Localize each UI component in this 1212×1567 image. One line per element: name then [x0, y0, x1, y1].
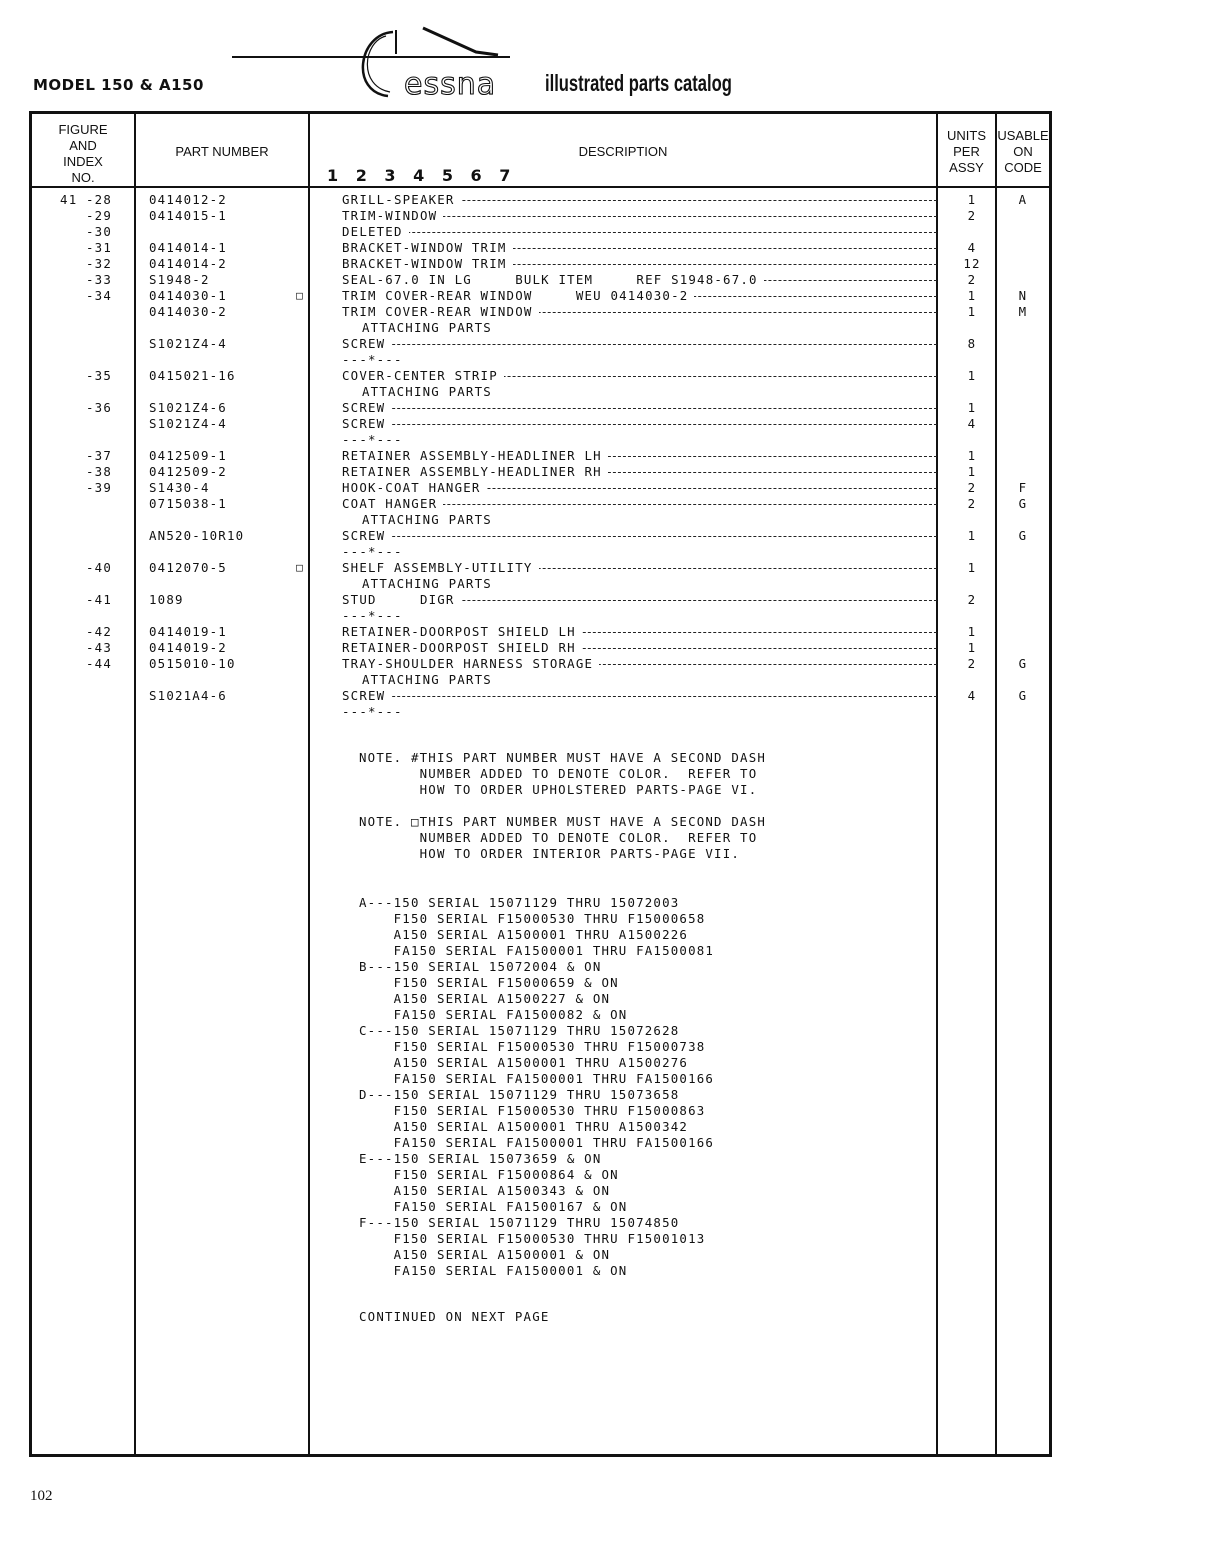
- part-number: 0412070-5: [149, 560, 227, 575]
- description-line: [342, 544, 938, 560]
- description-line: [342, 368, 938, 384]
- description: [342, 496, 938, 512]
- units-per-assy: 1: [967, 560, 977, 575]
- units-per-assy: 1: [967, 288, 977, 303]
- description-line: [342, 448, 938, 464]
- figure-index: -29: [86, 208, 112, 223]
- description-text: ---*---: [342, 608, 409, 623]
- description-text: SCREW: [342, 336, 391, 351]
- catalog-title: illustrated parts catalog: [545, 70, 732, 96]
- units-per-assy: [942, 320, 1002, 336]
- units-per-assy: 2: [967, 496, 977, 511]
- description: [342, 592, 938, 608]
- usable-column-header: USABLE ON CODE: [997, 128, 1049, 175]
- description: [342, 256, 938, 272]
- units-per-assy: [942, 608, 1002, 624]
- leader-dashes: [342, 696, 938, 697]
- part-number: 0414012-2: [149, 192, 227, 207]
- color-mark: [294, 272, 306, 288]
- part-number: 0412509-2: [149, 464, 227, 479]
- usable-on-code: G: [1018, 656, 1028, 671]
- description-line: [342, 576, 938, 592]
- description: [342, 192, 938, 208]
- figure-index: [50, 336, 112, 352]
- color-mark: [294, 464, 306, 480]
- units-per-assy: 4: [967, 688, 977, 703]
- description-text: HOOK-COAT HANGER: [342, 480, 487, 495]
- part-number: S1948-2: [149, 272, 210, 287]
- color-mark: [294, 672, 306, 688]
- figure-index: -32: [86, 256, 112, 271]
- part-number: S1430-4: [149, 480, 210, 495]
- description-text: ATTACHING PARTS: [362, 320, 498, 335]
- note-upholstered: NOTE. #THIS PART NUMBER MUST HAVE A SECOND DASH NUMBER ADDED TO DENOTE COLOR. REFER TO HOW TO ORDER UPHOLSTERED PARTS-PAGE VI.: [359, 750, 767, 797]
- indent-digits: 1 2 3 4 5 6 7: [327, 166, 517, 185]
- color-mark: [294, 496, 306, 512]
- units-per-assy: 2: [967, 480, 977, 495]
- description-line: [342, 400, 938, 416]
- figure-index: -30: [86, 224, 112, 239]
- color-mark: [294, 592, 306, 608]
- figure-index: -41: [86, 592, 112, 607]
- description-text: TRIM COVER-REAR WINDOW: [342, 304, 539, 319]
- usable-on-code: G: [1018, 528, 1028, 543]
- description-line: [342, 416, 938, 432]
- figure-index: -43: [86, 640, 112, 655]
- color-mark: [294, 656, 306, 672]
- figure-index: [50, 352, 112, 368]
- description: [342, 688, 938, 704]
- usable-on-code: [997, 672, 1049, 688]
- part-number: S1021Z4-4: [149, 416, 227, 431]
- part-number: [149, 224, 299, 240]
- color-mark: [294, 688, 306, 704]
- description-line: [342, 640, 938, 656]
- usable-on-code: [997, 704, 1049, 720]
- description: [342, 608, 938, 624]
- color-mark: [294, 400, 306, 416]
- units-column-header: UNITS PER ASSY: [947, 128, 986, 175]
- description: [342, 448, 938, 464]
- description-text: SCREW: [342, 528, 391, 543]
- description-text: SCREW: [342, 416, 391, 431]
- color-mark: [294, 320, 306, 336]
- part-number: 1089: [149, 592, 184, 607]
- units-per-assy: 4: [967, 416, 977, 431]
- description-line: [342, 288, 938, 304]
- color-mark: [294, 368, 306, 384]
- description: [342, 432, 938, 448]
- description-line: [342, 704, 938, 720]
- description-text: ATTACHING PARTS: [362, 576, 498, 591]
- serial-code-list: A---150 SERIAL 15071129 THRU 15072003 F150 SERIAL F15000530 THRU F15000658 A150 SERIAL A1500001 THRU A1500226 FA150 SERIAL FA1500001 THRU FA1500081 B---150 SERIAL 15072004 & ON F150 SERIAL F15000659 & ON A150 SERIAL A1500227 & ON FA150 SERIAL FA1500082 & ON C---150 SERIAL 15071129 THRU 15072628 F150 SERIAL F15000530 THRU F15000738 A150 SERIAL A1500001 THRU A1500276 FA150 SERIAL FA1500001 THRU FA1500166 D---150 SERIAL 15071129 THRU 15073658 F150 SERIAL F15000530 THRU F15000863 A150 SERIAL A1500001 THRU A1500342 FA150 SERIAL FA1500001 THRU FA1500166 E---150 SERIAL 15073659 & ON F150 SERIAL F15000864 & ON A150 SERIAL A1500343 & ON FA150 SERIAL FA1500167 & ON F---150 SERIAL 15071129 THRU 15074850 F150 SERIAL F15000530 THRU F15001013 A150 SERIAL A1500001 & ON FA150 SERIAL FA1500001 & ON: [359, 895, 715, 1278]
- description-line: [342, 656, 938, 672]
- description-line: [342, 432, 938, 448]
- description-text: SEAL-67.0 IN LG BULK ITEM REF S1948-67.0: [342, 272, 764, 287]
- color-mark: [294, 416, 306, 432]
- color-mark: [294, 704, 306, 720]
- part-number: 0414030-1: [149, 288, 227, 303]
- part-number: S1021Z4-6: [149, 400, 227, 415]
- description-line: [342, 608, 938, 624]
- description-line: [342, 672, 938, 688]
- description: [342, 208, 938, 224]
- part-number: [149, 352, 299, 368]
- units-per-assy: [942, 352, 1002, 368]
- description-line: [342, 256, 938, 272]
- brand-text: essna: [404, 67, 497, 102]
- color-mark: [294, 352, 306, 368]
- usable-on-code: [997, 432, 1049, 448]
- color-mark: [294, 480, 306, 496]
- leader-dashes: [342, 344, 938, 345]
- usable-on-code: [997, 448, 1049, 464]
- units-per-assy: 1: [967, 624, 977, 639]
- description: [342, 416, 938, 432]
- units-per-assy: [942, 384, 1002, 400]
- description: [342, 400, 938, 416]
- usable-on-code: [997, 464, 1049, 480]
- description-text: COAT HANGER: [342, 496, 443, 511]
- description-text: BRACKET-WINDOW TRIM: [342, 256, 513, 271]
- figure-index: -40: [86, 560, 112, 575]
- figure-index: -33: [86, 272, 112, 287]
- description: [342, 704, 938, 720]
- description-text: ---*---: [342, 352, 409, 367]
- parts-table: [29, 111, 1052, 1457]
- description-text: TRIM-WINDOW: [342, 208, 443, 223]
- description-text: ATTACHING PARTS: [362, 512, 498, 527]
- description: [342, 480, 938, 496]
- part-number: 0414014-2: [149, 256, 227, 271]
- figure-index: [50, 496, 112, 512]
- usable-on-code: [997, 208, 1049, 224]
- figure-index: -35: [86, 368, 112, 383]
- usable-on-code: [997, 256, 1049, 272]
- usable-on-code: [997, 400, 1049, 416]
- units-per-assy: [942, 512, 1002, 528]
- description-line: [342, 384, 938, 400]
- description: [342, 512, 938, 528]
- figure-index: [50, 304, 112, 320]
- description-line: [342, 304, 938, 320]
- description: [342, 240, 938, 256]
- description-line: [342, 192, 938, 208]
- figure-index: [50, 528, 112, 544]
- description: [342, 464, 938, 480]
- figure-index: -34: [86, 288, 112, 303]
- units-per-assy: [942, 544, 1002, 560]
- usable-on-code: [997, 272, 1049, 288]
- description-line: [342, 208, 938, 224]
- figure-index: [50, 320, 112, 336]
- units-per-assy: [942, 576, 1002, 592]
- color-mark: □: [296, 561, 304, 574]
- description: [342, 528, 938, 544]
- description-text: SCREW: [342, 400, 391, 415]
- color-mark: [294, 576, 306, 592]
- usable-on-code: [997, 368, 1049, 384]
- figure-index: -44: [86, 656, 112, 671]
- figure-index: 41 -28: [60, 192, 112, 207]
- description: [342, 384, 938, 400]
- usable-on-code: M: [1018, 304, 1028, 319]
- usable-on-code: [997, 592, 1049, 608]
- part-number: 0415021-16: [149, 368, 236, 383]
- part-number-column-header: PART NUMBER: [175, 144, 269, 159]
- description-text: ---*---: [342, 704, 409, 719]
- figure-index: [50, 432, 112, 448]
- color-mark: [294, 448, 306, 464]
- units-per-assy: 1: [967, 464, 977, 479]
- description-text: RETAINER-DOORPOST SHIELD RH: [342, 640, 582, 655]
- usable-on-code: [997, 624, 1049, 640]
- description: [342, 224, 938, 240]
- description: [342, 272, 938, 288]
- part-number: S1021Z4-4: [149, 336, 227, 351]
- description: [342, 304, 938, 320]
- description: [342, 640, 938, 656]
- figure-index: -42: [86, 624, 112, 639]
- leader-dashes: [342, 424, 938, 425]
- units-per-assy: 2: [967, 592, 977, 607]
- part-number: 0715038-1: [149, 496, 227, 511]
- column-divider: [134, 114, 136, 1454]
- description-text: STUD DIGR: [342, 592, 461, 607]
- part-number: [149, 384, 299, 400]
- units-per-assy: 1: [967, 400, 977, 415]
- usable-on-code: [997, 320, 1049, 336]
- description-line: [342, 352, 938, 368]
- usable-on-code: [997, 576, 1049, 592]
- part-number: [149, 432, 299, 448]
- units-per-assy: 1: [967, 304, 977, 319]
- part-number: [149, 672, 299, 688]
- description-text: RETAINER ASSEMBLY-HEADLINER RH: [342, 464, 608, 479]
- leader-dashes: [342, 408, 938, 409]
- description: [342, 560, 938, 576]
- usable-on-code: G: [1018, 496, 1028, 511]
- usable-on-code: G: [1018, 688, 1028, 703]
- color-mark: [294, 384, 306, 400]
- units-per-assy: 4: [967, 240, 977, 255]
- color-mark: [294, 432, 306, 448]
- usable-on-code: [997, 560, 1049, 576]
- usable-on-code: [997, 240, 1049, 256]
- description: [342, 576, 938, 592]
- figure-index: [50, 384, 112, 400]
- units-per-assy: 1: [967, 192, 977, 207]
- note-interior: NOTE. □THIS PART NUMBER MUST HAVE A SECOND DASH NUMBER ADDED TO DENOTE COLOR. REFER TO HOW TO ORDER INTERIOR PARTS-PAGE VII.: [359, 814, 767, 861]
- description: [342, 544, 938, 560]
- units-per-assy: 1: [967, 368, 977, 383]
- description-line: [342, 560, 938, 576]
- description-text: GRILL-SPEAKER: [342, 192, 461, 207]
- color-mark: [294, 624, 306, 640]
- color-mark: [294, 192, 306, 208]
- description-text: RETAINER ASSEMBLY-HEADLINER LH: [342, 448, 608, 463]
- figure-index: [50, 416, 112, 432]
- figure-index: -37: [86, 448, 112, 463]
- figure-index: [50, 704, 112, 720]
- description-line: [342, 496, 938, 512]
- units-per-assy: 1: [967, 448, 977, 463]
- figure-index: -36: [86, 400, 112, 415]
- description-text: TRAY-SHOULDER HARNESS STORAGE: [342, 656, 599, 671]
- part-number: [149, 320, 299, 336]
- usable-on-code: N: [1018, 288, 1028, 303]
- leader-dashes: [342, 232, 938, 233]
- color-mark: [294, 544, 306, 560]
- color-mark: [294, 304, 306, 320]
- part-number: [149, 608, 299, 624]
- color-mark: [294, 336, 306, 352]
- units-per-assy: 2: [967, 272, 977, 287]
- description-line: [342, 624, 938, 640]
- description-line: [342, 464, 938, 480]
- figure-index: -31: [86, 240, 112, 255]
- usable-on-code: [997, 416, 1049, 432]
- usable-on-code: [997, 640, 1049, 656]
- units-per-assy: 1: [967, 528, 977, 543]
- description: [342, 288, 938, 304]
- color-mark: □: [296, 289, 304, 302]
- description: [342, 368, 938, 384]
- figure-index: [50, 576, 112, 592]
- usable-on-code: [997, 512, 1049, 528]
- part-number: 0412509-1: [149, 448, 227, 463]
- description: [342, 352, 938, 368]
- part-number: 0414014-1: [149, 240, 227, 255]
- color-mark: [294, 608, 306, 624]
- part-number: [149, 704, 299, 720]
- model-title: MODEL 150 & A150: [33, 76, 204, 94]
- usable-on-code: [997, 352, 1049, 368]
- figure-index: -38: [86, 464, 112, 479]
- part-number: 0515010-10: [149, 656, 236, 671]
- usable-on-code: [997, 224, 1049, 240]
- part-number: AN520-10R10: [149, 528, 245, 543]
- description-text: RETAINER-DOORPOST SHIELD LH: [342, 624, 582, 639]
- description-line: [342, 688, 938, 704]
- description-text: DELETED: [342, 224, 409, 239]
- figure-index: -39: [86, 480, 112, 495]
- description-line: [342, 272, 938, 288]
- column-divider: [308, 114, 310, 1454]
- color-mark: [294, 256, 306, 272]
- usable-on-code: F: [1018, 480, 1028, 495]
- part-number: 0414030-2: [149, 304, 227, 319]
- usable-on-code: [997, 544, 1049, 560]
- units-per-assy: [942, 432, 1002, 448]
- color-mark: [294, 224, 306, 240]
- figure-index: [50, 688, 112, 704]
- description-line: [342, 240, 938, 256]
- description-line: [342, 480, 938, 496]
- leader-dashes: [342, 536, 938, 537]
- description-line: [342, 224, 938, 240]
- part-number: [149, 576, 299, 592]
- part-number: 0414019-2: [149, 640, 227, 655]
- description-text: ---*---: [342, 432, 409, 447]
- description-text: SCREW: [342, 688, 391, 703]
- color-mark: [294, 208, 306, 224]
- units-per-assy: [942, 704, 1002, 720]
- units-per-assy: 8: [967, 336, 977, 351]
- figure-index: [50, 544, 112, 560]
- usable-on-code: [997, 384, 1049, 400]
- description-text: BRACKET-WINDOW TRIM: [342, 240, 513, 255]
- usable-on-code: [997, 608, 1049, 624]
- description-line: [342, 528, 938, 544]
- figure-index: [50, 608, 112, 624]
- units-per-assy: [942, 224, 1002, 240]
- usable-on-code: A: [1018, 192, 1028, 207]
- description-line: [342, 592, 938, 608]
- part-number: [149, 544, 299, 560]
- figure-index: [50, 672, 112, 688]
- description-text: COVER-CENTER STRIP: [342, 368, 504, 383]
- units-per-assy: 2: [967, 656, 977, 671]
- header-divider: [32, 186, 1049, 188]
- description: [342, 624, 938, 640]
- color-mark: [294, 512, 306, 528]
- units-per-assy: 12: [963, 256, 981, 271]
- description-text: SHELF ASSEMBLY-UTILITY: [342, 560, 539, 575]
- description-column-header: DESCRIPTION: [578, 144, 668, 159]
- description-text: ATTACHING PARTS: [362, 384, 498, 399]
- description: [342, 320, 938, 336]
- units-per-assy: 1: [967, 640, 977, 655]
- part-number: [149, 512, 299, 528]
- description: [342, 336, 938, 352]
- color-mark: [294, 528, 306, 544]
- cessna-logo: [228, 22, 548, 104]
- description: [342, 672, 938, 688]
- description: [342, 656, 938, 672]
- continued-note: CONTINUED ON NEXT PAGE: [359, 1309, 550, 1324]
- description-line: [342, 320, 938, 336]
- color-mark: [294, 240, 306, 256]
- part-number: 0414015-1: [149, 208, 227, 223]
- description-text: TRIM COVER-REAR WINDOW WEU 0414030-2: [342, 288, 694, 303]
- description-line: [342, 512, 938, 528]
- color-mark: [294, 640, 306, 656]
- page-number: 102: [30, 1488, 53, 1504]
- figure-index: [50, 512, 112, 528]
- part-number: 0414019-1: [149, 624, 227, 639]
- units-per-assy: [942, 672, 1002, 688]
- usable-on-code: [997, 336, 1049, 352]
- figure-column-header: FIGURE AND INDEX NO.: [58, 122, 108, 185]
- description-text: ATTACHING PARTS: [362, 672, 498, 687]
- units-per-assy: 2: [967, 208, 977, 223]
- description-text: ---*---: [342, 544, 409, 559]
- part-number: S1021A4-6: [149, 688, 227, 703]
- description-line: [342, 336, 938, 352]
